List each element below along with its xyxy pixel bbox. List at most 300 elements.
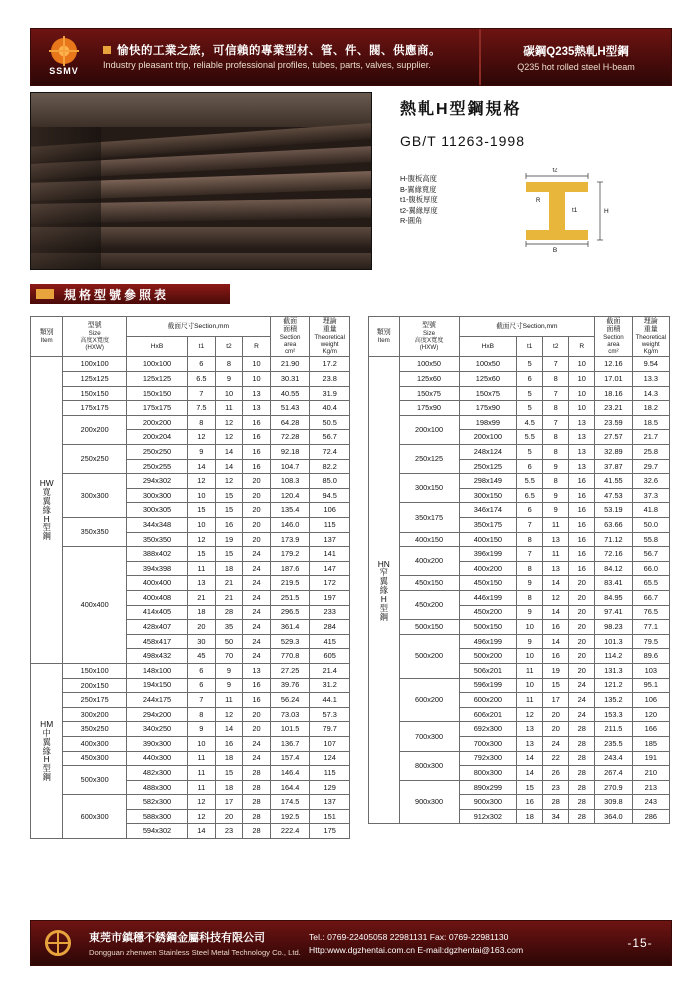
cell-r: 20 xyxy=(243,518,271,533)
cell-r: 16 xyxy=(569,488,595,503)
category-label-line: 型 xyxy=(42,763,51,774)
cell-t1: 9 xyxy=(517,605,543,620)
table-row xyxy=(31,693,350,708)
footer-company-cn: 東莞市鎮穩不銹鋼金屬科技有限公司 xyxy=(89,932,265,944)
table-row xyxy=(31,722,350,737)
cell-hxb: 340x250 xyxy=(126,722,187,737)
table-row xyxy=(369,445,670,460)
table-row xyxy=(31,766,350,781)
category-label-line: 緣 xyxy=(42,745,51,756)
cell-area: 146.0 xyxy=(270,518,310,533)
brand-logo xyxy=(31,29,97,85)
cell-hxb: 300x305 xyxy=(126,503,187,518)
cell-area: 51.43 xyxy=(270,401,310,416)
cell-weight: 106 xyxy=(632,693,669,708)
cell-t2: 18 xyxy=(215,780,243,795)
cell-weight: 85.0 xyxy=(310,474,350,489)
size-cell: 450x300 xyxy=(63,751,127,766)
category-label-line: HN xyxy=(377,558,390,569)
cell-r: 24 xyxy=(569,693,595,708)
footer-contact-phone: Tel.: 0769-22405058 22981131 Fax: 0769-22981130 xyxy=(309,931,509,942)
size-cell: 500x200 xyxy=(399,634,459,678)
cell-area: 211.5 xyxy=(595,722,632,737)
cell-weight: 31.9 xyxy=(310,386,350,401)
cell-hxb: 125x60 xyxy=(459,372,517,387)
cell-weight: 57.3 xyxy=(310,707,350,722)
cell-hxb: 200x100 xyxy=(459,430,517,445)
cell-weight: 191 xyxy=(632,751,669,766)
size-cell: 500x150 xyxy=(399,620,459,635)
cell-weight: 103 xyxy=(632,663,669,678)
cell-area: 64.28 xyxy=(270,415,310,430)
size-cell: 150x75 xyxy=(399,386,459,401)
spec-table-left xyxy=(30,316,350,839)
size-cell: 400x300 xyxy=(63,736,127,751)
svg-text:B: B xyxy=(552,247,558,254)
cell-area: 104.7 xyxy=(270,459,310,474)
cell-area: 108.3 xyxy=(270,474,310,489)
table-row xyxy=(31,663,350,678)
cell-r: 28 xyxy=(569,766,595,781)
cell-hxb: 792x300 xyxy=(459,751,517,766)
cell-t2: 23 xyxy=(543,780,569,795)
cell-weight: 175 xyxy=(310,824,350,839)
cell-area: 92.18 xyxy=(270,445,310,460)
category-label-line: 緣 xyxy=(42,504,51,515)
cell-weight: 76.5 xyxy=(632,605,669,620)
cell-hxb: 606x201 xyxy=(459,707,517,722)
header-slogan-en: Industry pleasant trip, reliable professional profiles, tubes, parts, valves, supplier. xyxy=(103,60,431,71)
cell-hxb: 294x200 xyxy=(126,707,187,722)
cell-t2: 16 xyxy=(215,518,243,533)
cell-area: 84.95 xyxy=(595,590,632,605)
cell-r: 10 xyxy=(569,386,595,401)
size-cell: 200x100 xyxy=(399,415,459,444)
cell-hxb: 700x300 xyxy=(459,736,517,751)
cell-hxb: 414x405 xyxy=(126,605,187,620)
cell-t1: 6 xyxy=(517,372,543,387)
cell-hxb: 294x302 xyxy=(126,474,187,489)
cell-t2: 13 xyxy=(543,561,569,576)
cell-t1: 30 xyxy=(188,634,216,649)
cell-t2: 28 xyxy=(215,605,243,620)
cell-r: 24 xyxy=(243,561,271,576)
cell-weight: 21.4 xyxy=(310,663,350,678)
cell-t2: 8 xyxy=(543,474,569,489)
cell-t1: 9 xyxy=(517,576,543,591)
size-cell: 800x300 xyxy=(399,751,459,780)
cell-hxb: 248x124 xyxy=(459,445,517,460)
cell-t2: 15 xyxy=(543,678,569,693)
table-head xyxy=(31,317,350,357)
cell-t1: 13 xyxy=(188,576,216,591)
cell-weight: 94.5 xyxy=(310,488,350,503)
cell-area: 267.4 xyxy=(595,766,632,781)
cell-hxb: 200x204 xyxy=(126,430,187,445)
cell-t2: 12 xyxy=(215,707,243,722)
table-body xyxy=(31,357,350,839)
cell-r: 28 xyxy=(243,780,271,795)
cell-hxb: 900x300 xyxy=(459,795,517,810)
cell-t1: 10 xyxy=(517,649,543,664)
cell-hxb: 498x432 xyxy=(126,649,187,664)
category-label-line: 鋼 xyxy=(379,611,388,622)
cell-hxb: 175x90 xyxy=(459,401,517,416)
cell-area: 32.89 xyxy=(595,445,632,460)
table-row xyxy=(31,678,350,693)
cell-weight: 147 xyxy=(310,561,350,576)
cell-hxb: 394x398 xyxy=(126,561,187,576)
cell-area: 23.59 xyxy=(595,415,632,430)
cell-t2: 20 xyxy=(543,722,569,737)
table-row xyxy=(31,474,350,489)
cell-t1: 12 xyxy=(188,795,216,810)
cell-weight: 9.54 xyxy=(632,357,669,372)
th-weight: 理論 重量 Theoretical weight Kg/m xyxy=(310,317,350,357)
cell-r: 13 xyxy=(569,445,595,460)
cell-r: 16 xyxy=(243,430,271,445)
cell-r: 13 xyxy=(569,430,595,445)
size-cell: 450x200 xyxy=(399,590,459,619)
legend-H: H-腹板高度 xyxy=(400,174,437,183)
cell-weight: 213 xyxy=(632,780,669,795)
cell-t2: 9 xyxy=(543,488,569,503)
header-product-cn: 碳鋼Q235熱軋H型鋼 xyxy=(523,45,629,58)
table-row xyxy=(369,620,670,635)
cell-t2: 21 xyxy=(215,590,243,605)
cell-area: 361.4 xyxy=(270,620,310,635)
cell-weight: 29.7 xyxy=(632,459,669,474)
cell-weight: 17.2 xyxy=(310,357,350,372)
cell-weight: 56.7 xyxy=(310,430,350,445)
cell-hxb: 446x199 xyxy=(459,590,517,605)
table-row xyxy=(31,547,350,562)
cell-weight: 115 xyxy=(310,766,350,781)
cell-t2: 7 xyxy=(543,386,569,401)
cell-r: 13 xyxy=(243,401,271,416)
cell-r: 20 xyxy=(243,707,271,722)
table-row xyxy=(369,634,670,649)
cell-t1: 6 xyxy=(188,357,216,372)
cell-weight: 18.2 xyxy=(632,401,669,416)
cell-t2: 14 xyxy=(215,722,243,737)
size-cell: 250x175 xyxy=(63,693,127,708)
cell-r: 13 xyxy=(243,386,271,401)
size-cell: 150x150 xyxy=(63,386,127,401)
cell-weight: 129 xyxy=(310,780,350,795)
cell-t2: 15 xyxy=(215,547,243,562)
cell-t1: 8 xyxy=(188,415,216,430)
diagram-legend xyxy=(400,174,438,227)
cell-r: 16 xyxy=(569,532,595,547)
cell-area: 219.5 xyxy=(270,576,310,591)
cell-t2: 7 xyxy=(543,357,569,372)
th-weight: 理論 重量 Theoretical weight Kg/m xyxy=(632,317,669,357)
table-row xyxy=(369,780,670,795)
cell-hxb: 100x50 xyxy=(459,357,517,372)
cell-t2: 70 xyxy=(215,649,243,664)
table-row xyxy=(369,401,670,416)
cell-r: 10 xyxy=(243,372,271,387)
cell-area: 18.16 xyxy=(595,386,632,401)
th-t1: t1 xyxy=(188,337,216,357)
table-row xyxy=(31,795,350,810)
sun-burst-icon xyxy=(51,38,77,64)
cell-hxb: 600x200 xyxy=(459,693,517,708)
table-row xyxy=(31,372,350,387)
cell-t2: 14 xyxy=(215,459,243,474)
category-cell xyxy=(31,357,63,663)
cell-t1: 12 xyxy=(188,430,216,445)
table-row xyxy=(369,678,670,693)
category-label-line: H xyxy=(43,754,50,765)
cell-hxb: 198x99 xyxy=(459,415,517,430)
category-label-line: HW xyxy=(39,478,54,489)
cell-t2: 26 xyxy=(543,766,569,781)
cell-hxb: 390x300 xyxy=(126,736,187,751)
gear-icon xyxy=(45,930,71,956)
table-row xyxy=(369,372,670,387)
page-footer xyxy=(30,920,672,966)
table-body xyxy=(369,357,670,824)
th-t1: t1 xyxy=(517,337,543,357)
cell-t1: 11 xyxy=(188,780,216,795)
cell-weight: 50.0 xyxy=(632,518,669,533)
cell-r: 20 xyxy=(243,488,271,503)
cell-t2: 11 xyxy=(215,401,243,416)
table-row xyxy=(369,751,670,766)
photo-beam-end xyxy=(31,127,101,269)
cell-hxb: 125x125 xyxy=(126,372,187,387)
table-row xyxy=(31,415,350,430)
size-cell: 700x300 xyxy=(399,722,459,751)
cell-t1: 12 xyxy=(188,474,216,489)
cell-r: 24 xyxy=(243,590,271,605)
cell-t2: 22 xyxy=(543,751,569,766)
cell-area: 243.4 xyxy=(595,751,632,766)
cell-hxb: 488x300 xyxy=(126,780,187,795)
cell-weight: 605 xyxy=(310,649,350,664)
cell-hxb: 150x150 xyxy=(126,386,187,401)
category-label-line: 翼 xyxy=(42,495,51,506)
cell-t2: 15 xyxy=(215,488,243,503)
table-row xyxy=(369,590,670,605)
cell-r: 16 xyxy=(243,693,271,708)
cell-t2: 9 xyxy=(215,663,243,678)
title-standard: GB/T 11263-1998 xyxy=(400,133,526,149)
th-hxb: HxB xyxy=(126,337,187,357)
cell-hxb: 350x350 xyxy=(126,532,187,547)
cell-weight: 25.8 xyxy=(632,445,669,460)
header-slogan-cn: 愉快的工業之旅，可信賴的專業型材、管、件、閥、供應商。 xyxy=(103,42,479,58)
cell-t2: 11 xyxy=(215,693,243,708)
cell-hxb: 440x300 xyxy=(126,751,187,766)
cell-r: 16 xyxy=(569,474,595,489)
cell-t2: 14 xyxy=(543,634,569,649)
category-label-line: 鋼 xyxy=(42,531,51,542)
cell-t1: 9 xyxy=(188,445,216,460)
cell-weight: 18.5 xyxy=(632,415,669,430)
cell-hxb: 400x408 xyxy=(126,590,187,605)
cell-area: 222.4 xyxy=(270,824,310,839)
cell-r: 10 xyxy=(569,372,595,387)
table-row xyxy=(369,532,670,547)
legend-B: B-翼緣寬度 xyxy=(400,184,437,194)
cell-t1: 11 xyxy=(517,663,543,678)
cell-hxb: 388x402 xyxy=(126,547,187,562)
category-label-line: 緣 xyxy=(379,585,388,596)
footer-contact-web: Http:www.dgzhentai.com.cn E-mail:dgzhentai@163.com xyxy=(309,944,524,955)
cell-r: 28 xyxy=(569,751,595,766)
cell-r: 24 xyxy=(569,678,595,693)
cell-r: 24 xyxy=(243,649,271,664)
cell-r: 20 xyxy=(243,474,271,489)
cell-weight: 44.1 xyxy=(310,693,350,708)
footer-company-en: Dongguan zhenwen Stainless Steel Metal Technology Co., Ltd. xyxy=(89,948,301,957)
cell-t2: 10 xyxy=(215,386,243,401)
size-cell: 450x150 xyxy=(399,576,459,591)
cell-weight: 107 xyxy=(310,736,350,751)
size-cell: 350x350 xyxy=(63,518,127,547)
table-row xyxy=(31,357,350,372)
th-size: 型號 Size 高度X寬度 (HXW) xyxy=(63,317,127,357)
cell-area: 364.0 xyxy=(595,809,632,824)
cell-area: 135.4 xyxy=(270,503,310,518)
cell-area: 251.5 xyxy=(270,590,310,605)
cell-weight: 41.8 xyxy=(632,503,669,518)
table-row xyxy=(369,386,670,401)
cell-hxb: 450x150 xyxy=(459,576,517,591)
cell-r: 28 xyxy=(569,722,595,737)
cell-t2: 8 xyxy=(543,401,569,416)
category-label-line: 翼 xyxy=(379,576,388,587)
svg-text:H: H xyxy=(604,208,609,215)
cell-r: 16 xyxy=(243,459,271,474)
cell-hxb: 244x175 xyxy=(126,693,187,708)
cell-r: 28 xyxy=(569,795,595,810)
spec-table-right xyxy=(368,316,670,824)
cell-weight: 32.6 xyxy=(632,474,669,489)
size-cell: 350x175 xyxy=(399,503,459,532)
cell-t1: 18 xyxy=(517,809,543,824)
cell-t1: 12 xyxy=(188,809,216,824)
th-size: 型號 Size 高度X寬度 (HXW) xyxy=(399,317,459,357)
cell-weight: 106 xyxy=(310,503,350,518)
cell-hxb: 148x100 xyxy=(126,663,187,678)
cell-hxb: 346x174 xyxy=(459,503,517,518)
cell-t1: 8 xyxy=(517,561,543,576)
cell-t1: 7 xyxy=(188,386,216,401)
cell-weight: 141 xyxy=(310,547,350,562)
category-label-line: 鋼 xyxy=(42,772,51,783)
size-cell: 100x100 xyxy=(63,357,127,372)
brand-logo-text: SSMV xyxy=(49,66,79,76)
cell-r: 20 xyxy=(243,532,271,547)
th-area: 截面 面積 Section area cm² xyxy=(595,317,632,357)
cell-r: 24 xyxy=(243,634,271,649)
cell-hxb: 400x150 xyxy=(459,532,517,547)
category-label-line: HM xyxy=(40,719,54,730)
cell-t1: 8 xyxy=(517,590,543,605)
cell-hxb: 300x300 xyxy=(126,488,187,503)
cell-area: 17.01 xyxy=(595,372,632,387)
cell-weight: 415 xyxy=(310,634,350,649)
cell-weight: 37.3 xyxy=(632,488,669,503)
cell-t2: 8 xyxy=(215,357,243,372)
cell-t1: 5.5 xyxy=(517,474,543,489)
table-row xyxy=(31,707,350,722)
cell-t2: 15 xyxy=(215,766,243,781)
cell-t1: 14 xyxy=(188,459,216,474)
cell-t1: 5 xyxy=(517,401,543,416)
th-r: R xyxy=(243,337,271,357)
cell-r: 20 xyxy=(569,649,595,664)
cell-hxb: 250x250 xyxy=(126,445,187,460)
cell-hxb: 396x199 xyxy=(459,547,517,562)
cell-hxb: 588x300 xyxy=(126,809,187,824)
cell-weight: 55.8 xyxy=(632,532,669,547)
cell-area: 23.21 xyxy=(595,401,632,416)
th-r: R xyxy=(569,337,595,357)
cell-r: 20 xyxy=(243,503,271,518)
cell-r: 13 xyxy=(243,663,271,678)
cell-hxb: 200x200 xyxy=(126,415,187,430)
cell-t1: 9 xyxy=(517,634,543,649)
header-product-en: Q235 hot rolled steel H-beam xyxy=(517,61,635,72)
cell-t2: 34 xyxy=(543,809,569,824)
cell-t2: 18 xyxy=(215,751,243,766)
cell-area: 98.23 xyxy=(595,620,632,635)
cell-t1: 10 xyxy=(188,518,216,533)
cell-weight: 166 xyxy=(632,722,669,737)
size-cell: 400x400 xyxy=(63,547,127,664)
category-label-line: 窄 xyxy=(379,567,388,578)
cell-area: 72.28 xyxy=(270,430,310,445)
cell-area: 41.55 xyxy=(595,474,632,489)
cell-weight: 124 xyxy=(310,751,350,766)
cell-weight: 286 xyxy=(632,809,669,824)
cell-weight: 197 xyxy=(310,590,350,605)
cell-weight: 66.7 xyxy=(632,590,669,605)
cell-area: 179.2 xyxy=(270,547,310,562)
size-cell: 400x150 xyxy=(399,532,459,547)
cell-t2: 9 xyxy=(543,503,569,518)
cell-hxb: 194x150 xyxy=(126,678,187,693)
size-cell: 125x125 xyxy=(63,372,127,387)
cell-t1: 6 xyxy=(188,678,216,693)
cell-hxb: 344x348 xyxy=(126,518,187,533)
cell-t1: 5 xyxy=(517,357,543,372)
cell-area: 53.19 xyxy=(595,503,632,518)
cell-r: 16 xyxy=(569,561,595,576)
size-cell: 250x125 xyxy=(399,445,459,474)
cell-area: 12.16 xyxy=(595,357,632,372)
cell-area: 37.87 xyxy=(595,459,632,474)
cell-hxb: 500x200 xyxy=(459,649,517,664)
cell-r: 16 xyxy=(243,415,271,430)
category-label-line: H xyxy=(43,513,50,524)
cell-area: 114.2 xyxy=(595,649,632,664)
cell-t1: 6.5 xyxy=(188,372,216,387)
cell-weight: 79.5 xyxy=(632,634,669,649)
cell-r: 20 xyxy=(569,634,595,649)
cell-weight: 56.7 xyxy=(632,547,669,562)
size-cell: 300x300 xyxy=(63,474,127,518)
cell-r: 28 xyxy=(243,766,271,781)
cell-hxb: 350x175 xyxy=(459,518,517,533)
cell-t2: 19 xyxy=(543,663,569,678)
cell-area: 72.16 xyxy=(595,547,632,562)
